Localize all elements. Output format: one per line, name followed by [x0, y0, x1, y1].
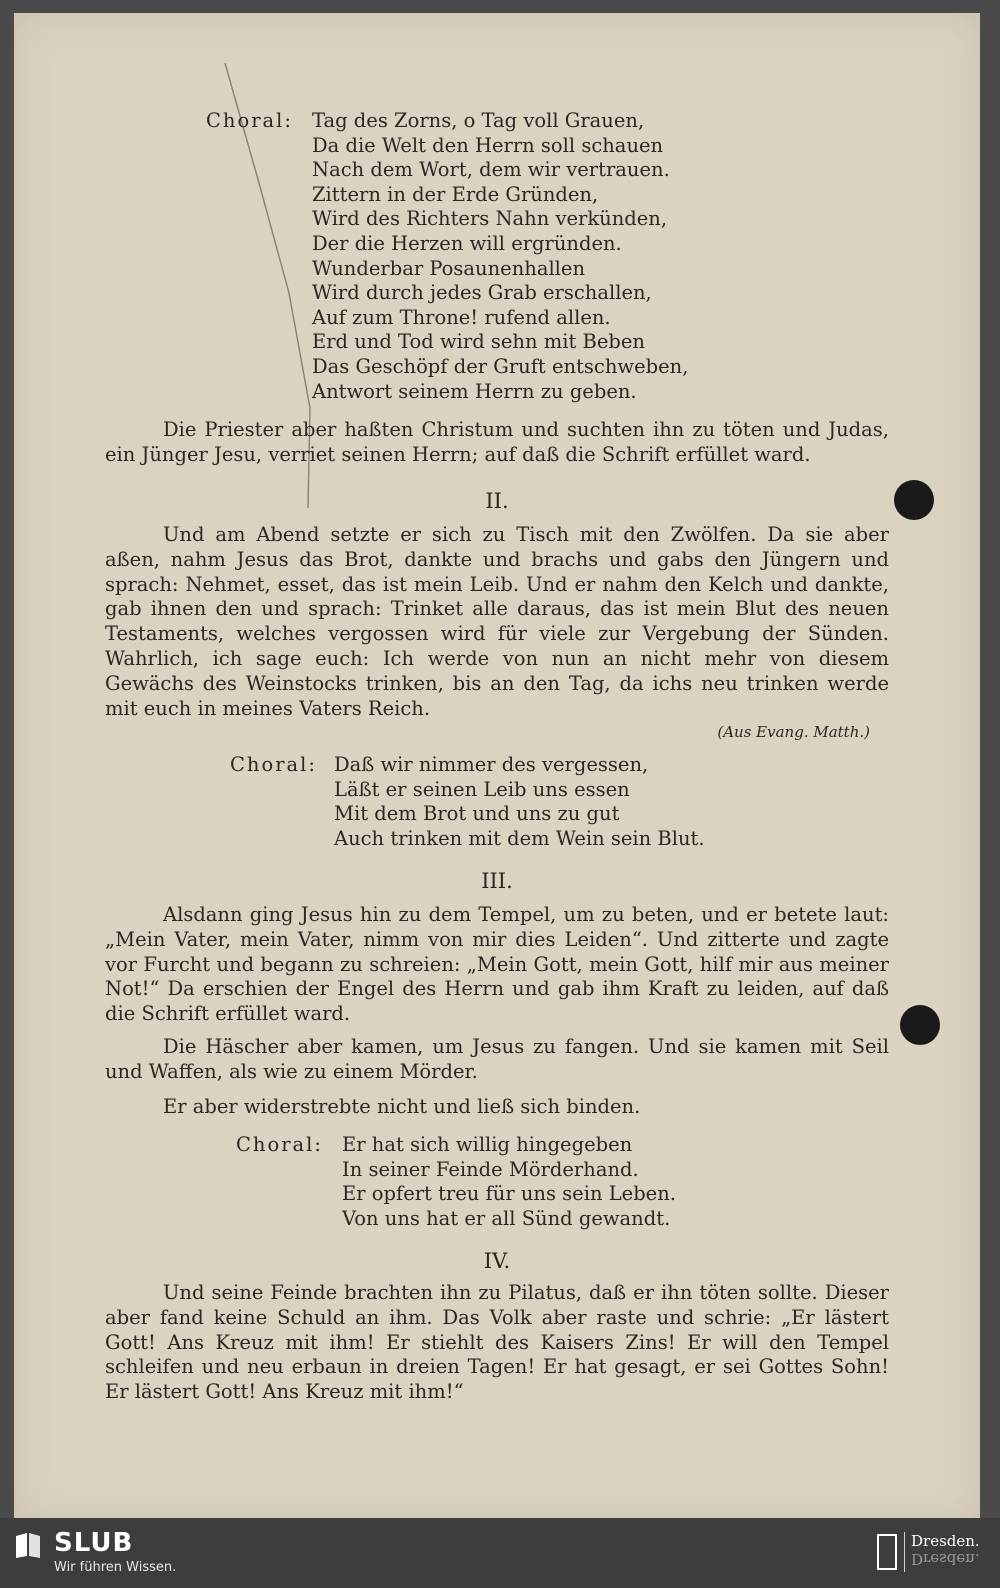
- book-icon: [13, 1530, 43, 1560]
- slub-tagline: Wir führen Wissen.: [54, 1560, 177, 1575]
- paragraph-temple: Alsdann ging Jesus hin zu dem Tempel, um zu beten, und er betete laut: „Mein Vater, mein Vater, nimm von mir dies Leiden“. Und zitterte und zagte vor Furcht und begann zu schreien: „Mein Gott, mein Gott, hilf mir aus meiner Not!“ Da erschien der Engel des Herrn und gab ihm Kraft zu leiden, auf daß die Schrift erfüllet ward.: [105, 903, 889, 1026]
- citation: (Aus Evang. Matth.): [717, 723, 870, 741]
- choral-1: [206, 109, 766, 409]
- city-crest-icon: [877, 1534, 897, 1570]
- choral-1-line: Antwort seinem Herrn zu geben.: [312, 379, 637, 403]
- slub-logo-name[interactable]: SLUB: [54, 1528, 134, 1558]
- choral-2-line: Daß wir nimmer des vergessen,: [334, 753, 649, 776]
- punch-hole: [894, 480, 934, 520]
- choral-1-line: Wird durch jedes Grab erschallen,: [312, 281, 652, 305]
- choral-1-line: Das Geschöpf der Gruft entschweben,: [312, 354, 689, 378]
- choral-3-line: In seiner Feinde Mörderhand.: [342, 1157, 639, 1181]
- choral-3: [236, 1133, 796, 1233]
- choral-1-line: Nach dem Wort, dem wir vertrauen.: [312, 158, 670, 182]
- choral-2-label: Choral:: [230, 753, 317, 776]
- section-heading-2: II.: [485, 489, 509, 513]
- choral-1-line: Zittern in der Erde Gründen,: [312, 182, 599, 206]
- punch-hole: [900, 1005, 940, 1045]
- section-heading-4: IV.: [483, 1249, 511, 1273]
- choral-3-line: Er opfert treu für uns sein Leben.: [342, 1182, 676, 1206]
- choral-2-line: Auch trinken mit dem Wein sein Blut.: [334, 826, 705, 850]
- dresden-logo[interactable]: Dresden.: [911, 1532, 980, 1550]
- paragraph-pilate: Und seine Feinde brachten ihn zu Pilatus, daß er ihn töten sollte. Dieser aber fand keine Schuld an ihm. Das Volk aber raste und schrie: „Er lästert Gott! Ans Kreuz mit ihm! Er stiehlt des Kaisers Zins! Er will den Tempel schleifen und neu erbaun in dreien Tagen! Er hat gesagt, er sei Gottes Sohn! Er lästert Gott! Ans Kreuz mit ihm!“: [105, 1281, 889, 1404]
- section-heading-3: III.: [481, 869, 513, 893]
- paragraph-captors: Die Häscher aber kamen, um Jesus zu fangen. Und sie kamen mit Seil und Waffen, als wie zu einem Mörder.: [105, 1035, 889, 1083]
- choral-1-line: Wird des Richters Nahn verkünden,: [312, 207, 668, 231]
- document-page: [14, 13, 980, 1525]
- choral-3-label: Choral:: [236, 1133, 323, 1156]
- choral-1-line: Da die Welt den Herrn soll schauen: [312, 133, 664, 157]
- choral-1-line: Auf zum Throne! rufend allen.: [312, 305, 611, 329]
- choral-3-line: Von uns hat er all Sünd gewandt.: [342, 1206, 671, 1230]
- choral-1-line: Erd und Tod wird sehn mit Beben: [312, 330, 645, 354]
- choral-1-line: Wunderbar Posaunenhallen: [312, 256, 586, 280]
- choral-2-line: Mit dem Brot und uns zu gut: [334, 802, 620, 826]
- choral-2-line: Läßt er seinen Leib uns essen: [334, 777, 630, 801]
- paragraph-priests: Die Priester aber haßten Christum und suchten ihn zu töten und Judas, ein Jünger Jesu, verriet seinen Herrn; auf daß die Schrift erfüllet ward.: [105, 418, 889, 466]
- choral-2: [230, 753, 790, 853]
- paragraph-binding: Er aber widerstrebte nicht und ließ sich binden.: [163, 1095, 641, 1118]
- choral-1-line: Der die Herzen will ergründen.: [312, 231, 622, 255]
- choral-1-line: Tag des Zorns, o Tag voll Grauen,: [312, 109, 645, 132]
- dresden-logo-reflection: Dresden.: [911, 1550, 980, 1568]
- paragraph-last-supper: Und am Abend setzte er sich zu Tisch mit den Zwölfen. Da sie aber aßen, nahm Jesus das Brot, dankte und brachs und gabs den Jüngern und sprach: Nehmet, esset, das ist mein Leib. Und er nahm den Kelch und dankte, gab ihnen den und sprach: Trinket alle daraus, das ist mein Blut des neuen Testaments, welches vergossen wird für viele zur Vergebung der Sünden. Wahrlich, ich sage euch: Ich werde von nun an nicht mehr von diesem Gewächs des Weinstocks trinken, bis an den Tag, da ichs neu trinken werde mit euch in meines Vaters Reich.: [105, 523, 889, 720]
- footer-bar: [0, 1518, 1000, 1588]
- choral-1-label: Choral:: [206, 109, 293, 132]
- choral-3-line: Er hat sich willig hingegeben: [342, 1133, 633, 1156]
- partner-divider: [904, 1532, 905, 1572]
